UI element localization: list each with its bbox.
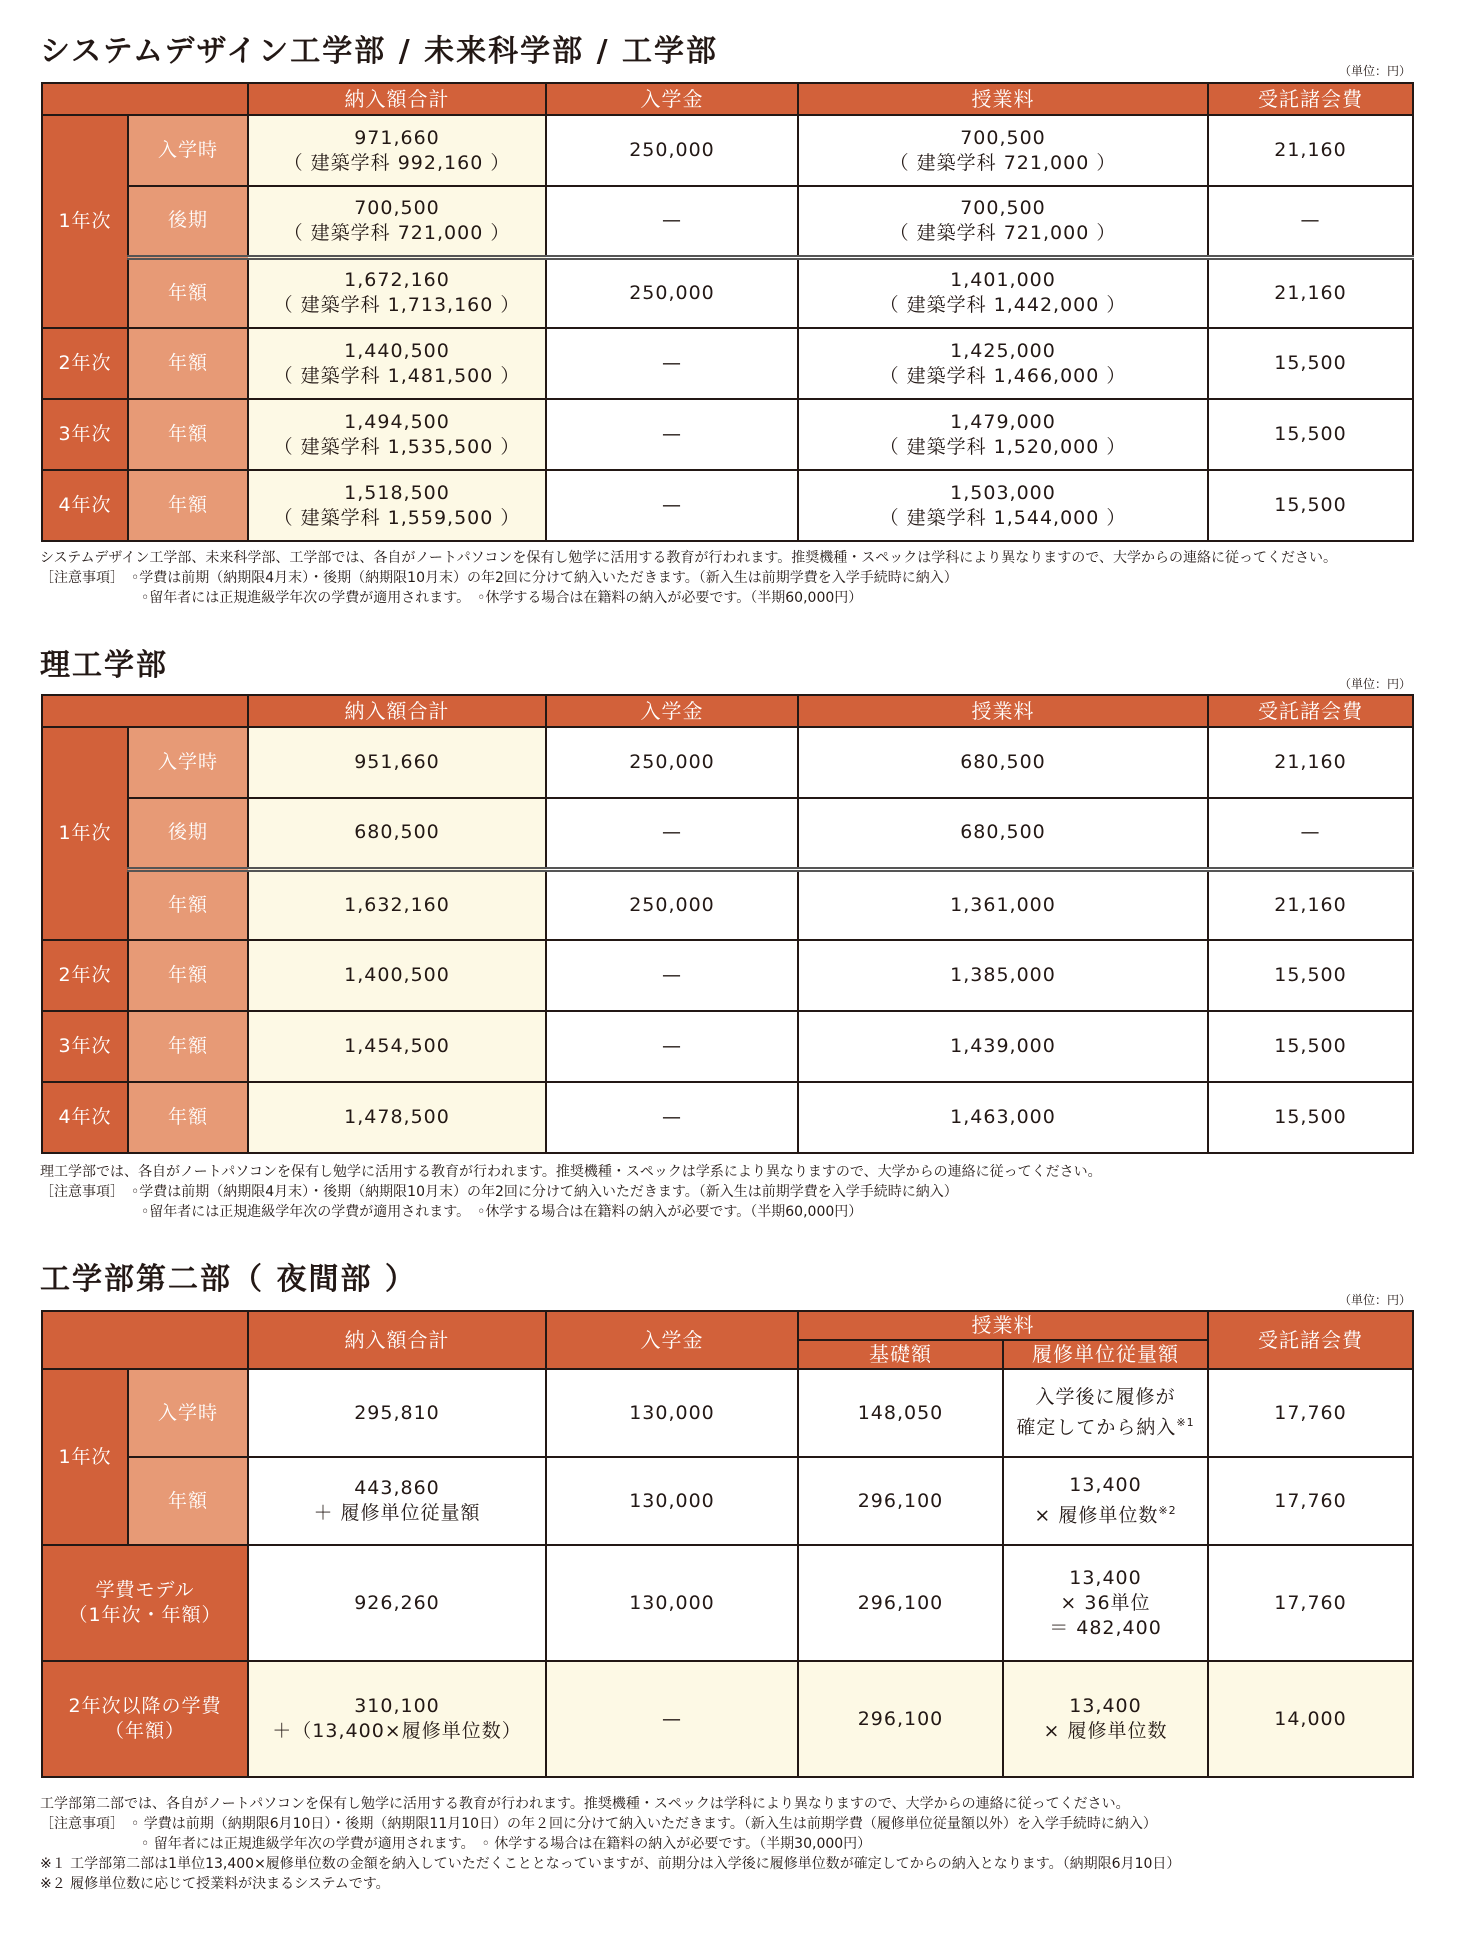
admission-cell: 250,000 <box>546 727 798 798</box>
admission-cell: 250,000 <box>546 115 798 186</box>
header-credit: 履修単位従量額 <box>1003 1340 1208 1369</box>
fees-cell: 17,760 <box>1208 1545 1413 1661</box>
model-label-cell: 学費モデル （1年次・年額） <box>42 1545 248 1661</box>
term-cell: 入学時 <box>128 115 248 186</box>
term-cell: 年額 <box>128 328 248 399</box>
section2-notes <box>40 1162 1102 1222</box>
unit-label: （単位：円） <box>1338 677 1411 691</box>
header-basic: 基礎額 <box>798 1340 1003 1369</box>
tuition-cell: 680,500 <box>798 727 1208 798</box>
admission-cell: — <box>546 328 798 399</box>
term-cell: 年額 <box>128 470 248 541</box>
total-cell: 1,454,500 <box>248 1011 546 1082</box>
note-line: ［注意事項］ ◦ 学費は前期（納期限6月10日）・後期（納期限11月10日）の年２回に分けて納入いただきます。（新入生は前期学費（履修単位従量額以外）を入学手続時に納入） <box>40 1816 1157 1832</box>
tuition-cell: 1,361,000 <box>798 869 1208 940</box>
fee-table-2 <box>41 694 1414 1154</box>
admission-cell: — <box>546 1661 798 1777</box>
term-cell: 年額 <box>128 1457 248 1545</box>
basic-cell: 296,100 <box>798 1661 1003 1777</box>
total-cell: 700,500 （ 建築学科 721,000 ） <box>248 186 546 257</box>
fee-table-3 <box>41 1310 1414 1778</box>
header-tuition: 授業料 <box>798 695 1208 727</box>
header-total: 納入額合計 <box>248 83 546 115</box>
term-cell: 年額 <box>128 940 248 1011</box>
admission-cell: — <box>546 1011 798 1082</box>
year-cell: 3年次 <box>42 399 128 470</box>
header-fees: 受託諸会費 <box>1208 1311 1413 1369</box>
header-corner <box>42 83 248 115</box>
total-cell: 1,440,500 （ 建築学科 1,481,500 ） <box>248 328 546 399</box>
year-cell: 1年次 <box>42 1369 128 1545</box>
total-cell: 926,260 <box>248 1545 546 1661</box>
admission-cell: — <box>546 186 798 257</box>
tuition-cell: 700,500 （ 建築学科 721,000 ） <box>798 115 1208 186</box>
section2-title: 理工学部 <box>40 648 168 683</box>
tuition-cell: 1,463,000 <box>798 1082 1208 1153</box>
tuition-cell: 1,425,000 （ 建築学科 1,466,000 ） <box>798 328 1208 399</box>
note-line: ◦留年者には正規進級学年次の学費が適用されます。 ◦休学する場合は在籍料の納入が必要です。（半期60,000円） <box>141 1204 863 1220</box>
note-line: ［注意事項］ ◦学費は前期（納期限4月末）・後期（納期限10月末）の年2回に分けて納入いただきます。（新入生は前期学費を入学手続時に納入） <box>40 570 958 586</box>
section3-title: 工学部第二部（ 夜間部 ） <box>40 1262 417 1297</box>
fees-cell: 21,160 <box>1208 727 1413 798</box>
header-admission: 入学金 <box>546 83 798 115</box>
header-admission: 入学金 <box>546 695 798 727</box>
fee-table-1 <box>41 82 1414 542</box>
fees-cell: 21,160 <box>1208 115 1413 186</box>
header-fees: 受託諸会費 <box>1208 83 1413 115</box>
tuition-cell: 1,401,000 （ 建築学科 1,442,000 ） <box>798 257 1208 328</box>
total-cell: 971,660 （ 建築学科 992,160 ） <box>248 115 546 186</box>
note-line: システムデザイン工学部、未来科学部、工学部では、各自がノートパソコンを保有し勉学に活用する教育が行われます。推奨機種・スペックは学科により異なりますので、大学からの連絡に従ってください。 <box>40 550 1337 566</box>
total-cell: 310,100 ＋（13,400×履修単位数） <box>248 1661 546 1777</box>
year-cell: 1年次 <box>42 115 128 328</box>
admission-cell: 130,000 <box>546 1457 798 1545</box>
footnote-mark: ※1 <box>1176 1416 1195 1430</box>
fees-cell: 15,500 <box>1208 399 1413 470</box>
fees-cell: 15,500 <box>1208 1011 1413 1082</box>
tuition-cell: 1,439,000 <box>798 1011 1208 1082</box>
tuition-cell: 1,479,000 （ 建築学科 1,520,000 ） <box>798 399 1208 470</box>
credit-cell: 13,400 × 履修単位数$^{※2}$ <box>1003 1457 1208 1545</box>
year-cell: 2年次 <box>42 328 128 399</box>
total-cell: 1,672,160 （ 建築学科 1,713,160 ） <box>248 257 546 328</box>
footnote-line: ※１ 工学部第二部は1単位13,400×履修単位数の金額を納入していただくこととなっていますが、前期分は入学後に履修単位数が確定してからの納入となります。（納期限6月10日） <box>40 1856 1181 1872</box>
unit-label: （単位：円） <box>1338 64 1411 78</box>
term-cell: 年額 <box>128 257 248 328</box>
header-tuition: 授業料 <box>798 83 1208 115</box>
total-cell: 951,660 <box>248 727 546 798</box>
total-cell: 1,494,500 （ 建築学科 1,535,500 ） <box>248 399 546 470</box>
fees-cell: 17,760 <box>1208 1457 1413 1545</box>
fees-cell: 15,500 <box>1208 470 1413 541</box>
header-total: 納入額合計 <box>248 1311 546 1369</box>
basic-cell: 296,100 <box>798 1545 1003 1661</box>
note-line: 理工学部では、各自がノートパソコンを保有し勉学に活用する教育が行われます。推奨機種・スペックは学系により異なりますので、大学からの連絡に従ってください。 <box>40 1164 1102 1180</box>
tuition-cell: 700,500 （ 建築学科 721,000 ） <box>798 186 1208 257</box>
admission-cell: 130,000 <box>546 1369 798 1457</box>
admission-cell: — <box>546 1082 798 1153</box>
admission-cell: — <box>546 798 798 869</box>
header-total: 納入額合計 <box>248 695 546 727</box>
fees-cell: 21,160 <box>1208 869 1413 940</box>
total-cell: 1,632,160 <box>248 869 546 940</box>
fees-cell: 15,500 <box>1208 328 1413 399</box>
fees-cell: 14,000 <box>1208 1661 1413 1777</box>
fees-cell: 15,500 <box>1208 940 1413 1011</box>
admission-cell: — <box>546 940 798 1011</box>
footnote-mark: ※2 <box>1158 1504 1177 1518</box>
section1-title: システムデザイン工学部 / 未来科学部 / 工学部 <box>40 34 718 69</box>
unit-label: （単位：円） <box>1338 1293 1411 1307</box>
admission-cell: 130,000 <box>546 1545 798 1661</box>
credit-cell: 入学後に履修が 確定してから納入$^{※1}$ <box>1003 1369 1208 1457</box>
term-cell: 年額 <box>128 1082 248 1153</box>
year-cell: 4年次 <box>42 470 128 541</box>
footnote-line: ※２ 履修単位数に応じて授業料が決まるシステムです。 <box>40 1876 390 1892</box>
fees-cell: — <box>1208 798 1413 869</box>
term-cell: 後期 <box>128 798 248 869</box>
section1-notes <box>40 548 1337 608</box>
total-cell: 443,860 ＋ 履修単位従量額 <box>248 1457 546 1545</box>
tuition-cell: 680,500 <box>798 798 1208 869</box>
header-corner <box>42 695 248 727</box>
term-cell: 年額 <box>128 1011 248 1082</box>
admission-cell: 250,000 <box>546 869 798 940</box>
basic-cell: 296,100 <box>798 1457 1003 1545</box>
admission-cell: — <box>546 399 798 470</box>
term-cell: 入学時 <box>128 1369 248 1457</box>
note-line: 工学部第二部では、各自がノートパソコンを保有し勉学に活用する教育が行われます。推奨機種・スペックは学科により異なりますので、大学からの連絡に従ってください。 <box>40 1796 1130 1812</box>
total-cell: 295,810 <box>248 1369 546 1457</box>
header-corner <box>42 1311 248 1369</box>
header-tuition: 授業料 <box>798 1311 1208 1340</box>
total-cell: 1,478,500 <box>248 1082 546 1153</box>
fees-cell: 15,500 <box>1208 1082 1413 1153</box>
total-cell: 1,518,500 （ 建築学科 1,559,500 ） <box>248 470 546 541</box>
tuition-cell: 1,385,000 <box>798 940 1208 1011</box>
fees-cell: 17,760 <box>1208 1369 1413 1457</box>
credit-cell: 13,400 × 36単位 ＝ 482,400 <box>1003 1545 1208 1661</box>
admission-cell: 250,000 <box>546 257 798 328</box>
later-years-label-cell: 2年次以降の学費 （年額） <box>42 1661 248 1777</box>
tuition-cell: 1,503,000 （ 建築学科 1,544,000 ） <box>798 470 1208 541</box>
fees-cell: 21,160 <box>1208 257 1413 328</box>
total-cell: 680,500 <box>248 798 546 869</box>
term-cell: 年額 <box>128 399 248 470</box>
term-cell: 後期 <box>128 186 248 257</box>
year-cell: 1年次 <box>42 727 128 940</box>
term-cell: 入学時 <box>128 727 248 798</box>
term-cell: 年額 <box>128 869 248 940</box>
year-cell: 3年次 <box>42 1011 128 1082</box>
note-line: ◦留年者には正規進級学年次の学費が適用されます。 ◦休学する場合は在籍料の納入が必要です。（半期60,000円） <box>141 590 863 606</box>
year-cell: 2年次 <box>42 940 128 1011</box>
total-cell: 1,400,500 <box>248 940 546 1011</box>
basic-cell: 148,050 <box>798 1369 1003 1457</box>
note-line: ◦ 留年者には正規進級学年次の学費が適用されます。 ◦ 休学する場合は在籍料の納入が必要です。（半期30,000円） <box>141 1836 872 1852</box>
header-fees: 受託諸会費 <box>1208 695 1413 727</box>
admission-cell: — <box>546 470 798 541</box>
note-line: ［注意事項］ ◦学費は前期（納期限4月末）・後期（納期限10月末）の年2回に分けて納入いただきます。（新入生は前期学費を入学手続時に納入） <box>40 1184 958 1200</box>
section3-notes <box>40 1794 1180 1894</box>
year-cell: 4年次 <box>42 1082 128 1153</box>
header-admission: 入学金 <box>546 1311 798 1369</box>
credit-cell: 13,400 × 履修単位数 <box>1003 1661 1208 1777</box>
fees-cell: — <box>1208 186 1413 257</box>
